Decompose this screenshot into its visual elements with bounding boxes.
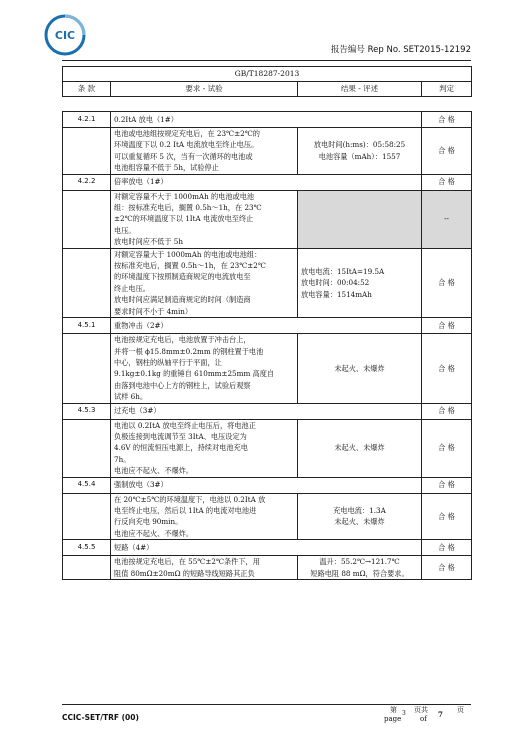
verdict-cell: 合 格 bbox=[422, 174, 472, 190]
table-row bbox=[63, 128, 472, 175]
total-pages: 7 bbox=[438, 710, 443, 719]
page-label-cn: 第 bbox=[390, 706, 397, 714]
table-row bbox=[63, 403, 472, 419]
col-verdict: 判定 bbox=[422, 82, 472, 97]
result-cell: 未起火、未爆炸 bbox=[298, 334, 422, 403]
verdict-cell: 合 格 bbox=[422, 540, 472, 556]
col-result: 结果 - 评述 bbox=[298, 82, 422, 97]
table-row bbox=[63, 174, 472, 190]
requirement-cell: 对额定容量大于 1000mAh 的电池或电池组： 按标准充电后，搁置 0.5h～1h，在 23℃±2℃ 的环境温度下按照制造商规定的电流放电至 终止电压。 放电时间应满足制造商规定的时间（制造商 要求时间不小于 4min） bbox=[111, 248, 298, 317]
requirement-cell: 电池按规定充电后，在 55℃±2℃条件下，用 阻值 80mΩ±20mΩ 的短路导线短路其正负 bbox=[111, 556, 298, 580]
verdict-cell: 合 格 bbox=[422, 334, 472, 403]
requirement-cell: 电池按规定充电后，电池放置于冲击台上， 并将一根 ϕ15.8mm±0.2mm 的钢柱置于电池 中心，钢柱的纵轴平行于平面，让 9.1kg±0.1kg 的重锤自 610mm±25mm 高度自 由落到电池中心上方的钢柱上，试验后观察 试样 6h。 bbox=[111, 334, 298, 403]
clause-cell: 4.5.1 bbox=[63, 318, 111, 334]
clause-cell: 4.5.4 bbox=[63, 477, 111, 493]
of-label-en: of bbox=[420, 715, 427, 723]
result-cell: 充电电流：1.3A 未起火、未爆炸 bbox=[298, 493, 422, 540]
table-row bbox=[63, 190, 472, 248]
result-cell bbox=[298, 190, 422, 248]
standard-code: GB/T18287-2013 bbox=[63, 67, 472, 82]
ccic-logo bbox=[44, 14, 86, 56]
table-row bbox=[63, 334, 472, 403]
requirement-cell: 对额定容量不大于 1000mAh 的电池或电池 组：按标准充电后，搁置 0.5h～1h，在 23℃ ±2℃的环境温度下以 1ItA 电流放电至终止 电压。 放电时间应不低于 5h bbox=[111, 190, 298, 248]
col-requirement: 要求 - 试验 bbox=[111, 82, 298, 97]
page-label-en: page bbox=[384, 715, 402, 723]
test-results-table bbox=[62, 111, 472, 580]
test-title: 短路（4#） bbox=[111, 540, 422, 556]
verdict-cell: 合 格 bbox=[422, 248, 472, 317]
form-number: CCIC-SET/TRF (00) bbox=[62, 713, 139, 722]
table-row bbox=[63, 318, 472, 334]
requirement-cell: 电池以 0.2ItA 放电至终止电压后，将电池正 负极连接到电流调节至 3ItA、电压设定为 4.6V 的恒流恒压电源上，持续对电池充电 7h。 电池应不起火、不爆炸。 bbox=[111, 419, 298, 477]
verdict-cell: 合 格 bbox=[422, 403, 472, 419]
test-title: 过充电（3#） bbox=[111, 403, 422, 419]
table-row bbox=[63, 493, 472, 540]
col-clause: 条 款 bbox=[63, 82, 111, 97]
verdict-cell: 合 格 bbox=[422, 128, 472, 175]
result-cell: 放电电流：15ItA=19.5A 放电时间：00:04:52 放电容量：1514mAh bbox=[298, 248, 422, 317]
test-title: 0.2ItA 放电（1#） bbox=[111, 112, 422, 128]
logo-text: CIC bbox=[54, 29, 76, 42]
clause-cell: 4.5.3 bbox=[63, 403, 111, 419]
page-number: 3 bbox=[402, 710, 406, 717]
verdict-cell: 合 格 bbox=[422, 419, 472, 477]
verdict-cell: 合 格 bbox=[422, 556, 472, 580]
result-cell: 温升：55.2℃→121.7℃ 短路电阻 88 mΩ，符合要求。 bbox=[298, 556, 422, 580]
result-cell: 未起火、未爆炸 bbox=[298, 419, 422, 477]
test-title: 倍率放电（1#） bbox=[111, 174, 422, 190]
report-number: 报告编号 Rep No. SET2015-12192 bbox=[330, 45, 471, 55]
table-row bbox=[63, 248, 472, 317]
page-suffix: 页 bbox=[457, 706, 464, 714]
table-row bbox=[63, 477, 472, 493]
verdict-cell: 合 格 bbox=[422, 493, 472, 540]
requirement-cell: 电池或电池组按规定充电后，在 23℃±2℃的 环境温度下以 0.2 ItA 电流放电至终止电压。 可以重复循环 5 次，当有一次循环的电池或 电池组容量不低于 5h，试验停止 bbox=[111, 128, 298, 175]
table-row bbox=[63, 419, 472, 477]
table-row bbox=[63, 112, 472, 128]
verdict-cell: 合 格 bbox=[422, 477, 472, 493]
clause-cell: 4.5.5 bbox=[63, 540, 111, 556]
result-cell: 放电时间(h:ms)：05:58:25 电池容量（mAh）：1557 bbox=[298, 128, 422, 175]
requirement-cell: 在 20℃±5℃的环境温度下，电池以 0.2ItA 放 电至终止电压，然后以 1ItA 的电流对电池进 行反向充电 90min。 电池应不起火、不爆炸。 bbox=[111, 493, 298, 540]
test-title: 重物冲击（2#） bbox=[111, 318, 422, 334]
test-title: 强制放电（3#） bbox=[111, 477, 422, 493]
footer-rule bbox=[62, 704, 471, 705]
verdict-cell: 合 格 bbox=[422, 112, 472, 128]
header-table bbox=[62, 66, 472, 97]
table-row bbox=[63, 556, 472, 580]
header-rule bbox=[62, 60, 471, 61]
clause-cell: 4.2.2 bbox=[63, 174, 111, 190]
table-row bbox=[63, 540, 472, 556]
of-label-cn: 页共 bbox=[414, 706, 428, 714]
verdict-cell: 合 格 bbox=[422, 318, 472, 334]
clause-cell: 4.2.1 bbox=[63, 112, 111, 128]
verdict-cell: -- bbox=[422, 190, 472, 248]
